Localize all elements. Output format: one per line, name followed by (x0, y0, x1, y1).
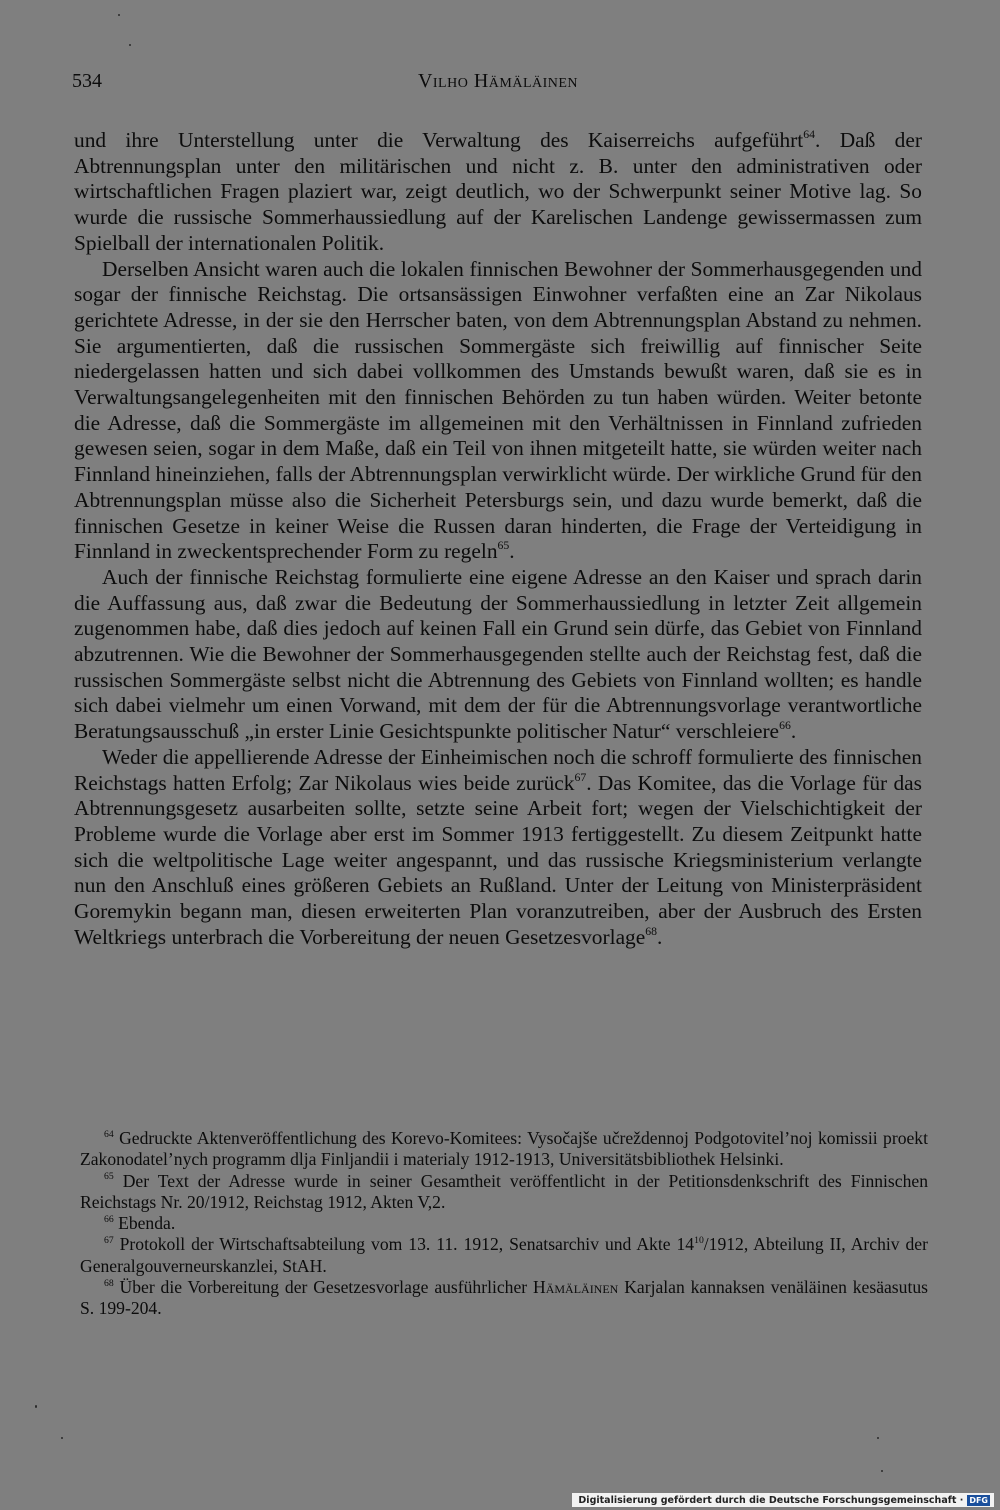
footnote-superscript: 10 (694, 1235, 704, 1247)
page-header (72, 66, 924, 96)
paragraph-text: . (657, 924, 663, 949)
footnote-65 (80, 1171, 928, 1214)
scan-speck (118, 14, 120, 16)
footnote-text: Karjalan kannaksen venäläinen kesäasutus S. 199-204. (80, 1277, 928, 1319)
running-head: Vilho Hämäläinen (417, 70, 579, 92)
footnote-ref: 64 (803, 128, 816, 142)
footnote-64 (80, 1128, 928, 1171)
scan-speck (877, 1437, 879, 1439)
digitization-footer (572, 1493, 994, 1507)
paragraph-text: . Das Komitee, das die Vorlage für das Abtrennungsgesetz ausarbeiten sollte, setzte seine Arbeit fort; wegen der Vielschichtigkeit der Probleme wurde die Vorlage aber erst im Sommer 1913 fertiggestellt. Zu diesem Zeitpunkt hatte sich die weltpolitische Lage weiter angespannt, und das russische Kriegsministerium verlangte nun den Anschluß eines größeren Gebiets an Rußland. Unter der Leitung von Ministerpräsident Goremykin begann man, diesen erweiterten Plan voranzutreiben, aber der Ausbruch des Ersten Weltkriegs unterbrach die Vorbereitung der neuen Gesetzesvorlage (74, 770, 922, 949)
footnote-68 (80, 1277, 928, 1320)
scan-speck (881, 1470, 883, 1472)
footnote-number: 66 (104, 1213, 114, 1225)
footnote-number: 67 (104, 1235, 114, 1247)
dfg-logo: DFG (969, 1495, 988, 1505)
footnote-text: Ebenda. (113, 1213, 176, 1234)
footnote-ref: 68 (645, 924, 658, 938)
paragraph-text: Auch der finnische Reichstag formulierte eine eigene Adresse an den Kaiser und sprach darin die Auffassung aus, daß zwar die Bedeutung der Sommerhaussiedlung in letzter Zeit allgemein zugenommen habe, daß dies jedoch auf keinen Fall ein Grund sein dürfe, das Gebiet von Finnland abzutrennen. Wie die Bewohner der Sommerhausgegenden stellte auch der Reichstag fest, daß die russischen Sommergäste selbst nicht die Abtrennung des Gebiets von Finnland wollten; es handle sich dabei vielmehr um einen Vorwand, mit dem der für die Abtrennungsvorlage verantwortliche Beratungsausschuß „in erster Linie Gesichtspunkte politischer Natur“ verschleiere (74, 564, 922, 744)
footnote-number: 64 (104, 1128, 114, 1140)
footnote-ref: 65 (497, 539, 510, 553)
scan-speck (61, 1437, 63, 1439)
paragraph-text: Weder die appellierende Adresse der Einheimischen noch die schroff formulierte des finnischen Reichstags hatten Erfolg; Zar Nikolaus wies beide zurück (74, 744, 922, 795)
footnote-ref: 66 (779, 719, 791, 733)
scan-speck (35, 1405, 37, 1408)
footnote-text: Protokoll der Wirtschaftsabteilung vom 13. 11. 1912, Senatsarchiv und Akte 14 (113, 1234, 695, 1255)
body-text (74, 128, 922, 951)
footnote-67 (80, 1234, 928, 1277)
footnote-number: 65 (104, 1171, 114, 1183)
footnote-66 (80, 1213, 928, 1234)
paragraph-text: . (790, 719, 797, 744)
page-number: 534 (72, 70, 102, 92)
footnote-text: Gedruckte Aktenveröffentlichung des Korevo-Komitees: Vysočajše učreždennoj Podgotovitel’noj komissii proekt Zakonodatel’nych programm dlja Finljandii i materialy 1912-1913, Universitätsbibliothek Helsinki. (80, 1128, 928, 1170)
footnote-text: Der Text der Adresse wurde in seiner Gesamtheit veröffentlicht in der Petitionsdenkschrift des Finnischen Reichstags Nr. 20/1912, Reichstag 1912, Akten V,2. (80, 1170, 928, 1212)
paragraph-text: . (509, 539, 515, 564)
paragraph-text: . Daß der Abtrennungsplan unter den militärischen und nicht z. B. unter den administrativen oder wirtschaftlichen Fragen plaziert war, zeigt deutlich, wo der Schwerpunkt seiner Motive lag. So wurde die russische Sommerhaussiedlung auf der Karelischen Landenge gewissermassen zum Spielball der internationalen Politik. (74, 128, 922, 255)
paragraph-1 (74, 128, 922, 257)
paragraph-text: Derselben Ansicht waren auch die lokalen finnischen Bewohner der Sommerhausgegenden und sogar der finnische Reichstag. Die ortsansässigen Einwohner verfaßten eine an Zar Nikolaus gerichtete Adresse, in der sie den Herrscher baten, von dem Abtrennungsplan Abstand zu nehmen. Sie argumentierten, daß die russischen Sommergäste sich freiwillig auf finnischer Seite niedergelassen hatten und sich dabei vollkommen des Umstands bewußt waren, daß sie es in Verwaltungsangelegenheiten mit den finnischen Behörden zu tun haben würden. Weiter betonte die Adresse, daß die Sommergäste im allgemeinen mit den Verhältnissen in Finnland zufrieden gewesen seien, sogar in dem Maße, daß ein Teil von ihnen mitgeteilt hatte, sie würden weiter nach Finnland hineinziehen, falls der Abtrennungsplan verwirklicht würde. Der wirkliche Grund für den Abtrennungsplan müsse also die Sicherheit Petersburgs sein, und dazu wurde bemerkt, daß die finnischen Gesetze in keiner Weise die Russen daran hinderten, die Frage der Verteidigung in Finnland in zweckentsprechender Form zu regeln (74, 256, 922, 564)
footnote-text: Über die Vorbereitung der Gesetzesvorlage ausführlicher (113, 1277, 533, 1298)
funding-note: Digitalisierung gefördert durch die Deutsche Forschungsgemeinschaft · (578, 1494, 964, 1506)
paragraph-3 (74, 565, 922, 745)
paragraph-4 (74, 745, 922, 951)
footnotes (80, 1128, 928, 1320)
footnote-text: /1912, Abteilung II, Archiv der Generalgouverneurskanzlei, StAH. (80, 1234, 928, 1276)
author-name: Hämäläinen (532, 1277, 619, 1298)
paragraph-2 (74, 257, 922, 565)
footnote-number: 68 (104, 1277, 114, 1289)
paragraph-text: und ihre Unterstellung unter die Verwaltung des Kaiserreichs aufgeführt (74, 128, 804, 152)
scan-speck (129, 44, 131, 46)
footnote-ref: 67 (574, 770, 587, 784)
